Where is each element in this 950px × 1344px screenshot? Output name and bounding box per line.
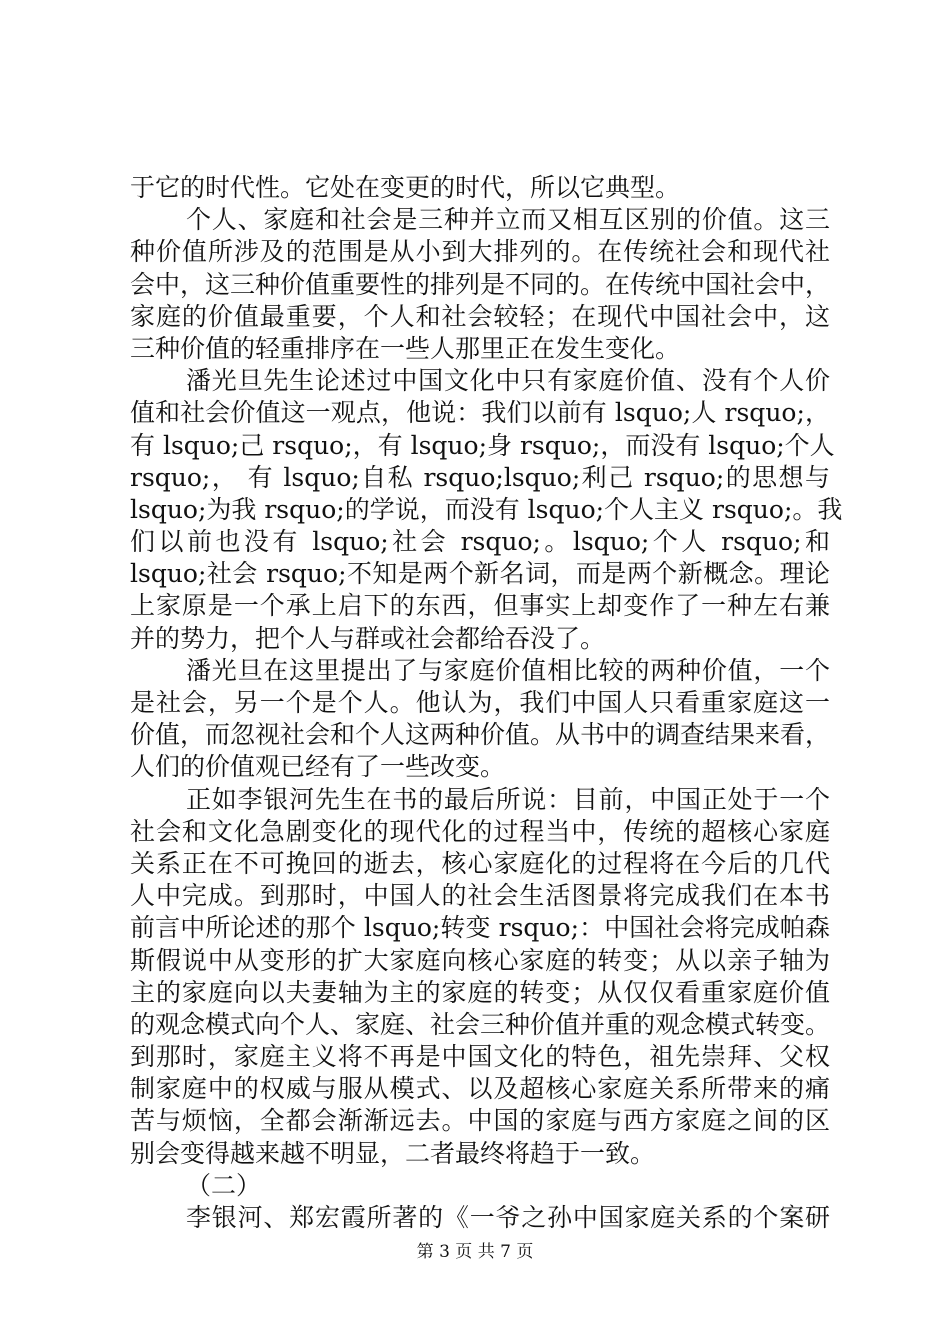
- text-line: 们以前也没有 lsquo;社会 rsquo;。lsquo;个人 rsquo;和: [130, 527, 830, 557]
- text-line: 正如李银河先生在书的最后所说：目前，中国正处于一个: [186, 784, 830, 814]
- text-line: 制家庭中的权威与服从模式、以及超核心家庭关系所带来的痛: [130, 1074, 830, 1104]
- text-line: 是社会，另一个是个人。他认为，我们中国人只看重家庭这一: [130, 688, 830, 717]
- text-line: 的观念模式向个人、家庭、社会三种价值并重的观念模式转变。: [130, 1009, 831, 1039]
- text-line: 会中，这三种价值重要性的排列是不同的。在传统中国社会中，: [130, 269, 831, 299]
- text-line: lsquo;为我 rsquo;的学说，而没有 lsquo;个人主义 rsquo;。我: [130, 494, 843, 524]
- text-line: 社会和文化急剧变化的现代化的过程当中，传统的超核心家庭: [130, 816, 830, 846]
- text-line: rsquo;， 有 lsquo;自私 rsquo;lsquo;利己 rsquo;的思想与: [130, 462, 830, 492]
- text-line: 前言中所论述的那个 lsquo;转变 rsquo;：中国社会将完成帕森: [130, 913, 830, 943]
- text-line: 人们的价值观已经有了一些改变。: [130, 752, 506, 782]
- text-line: 个人、家庭和社会是三种并立而又相互区别的价值。这三: [186, 205, 830, 235]
- text-line: 有 lsquo;己 rsquo;，有 lsquo;身 rsquo;，而没有 lsquo;个人: [130, 430, 835, 460]
- text-line: 并的势力，把个人与群或社会都给吞没了。: [130, 623, 606, 653]
- text-line: 值和社会价值这一观点，他说：我们以前有 lsquo;人 rsquo;，: [130, 398, 830, 428]
- text-line: 潘光旦先生论述过中国文化中只有家庭价值、没有个人价: [186, 366, 830, 396]
- text-line: 三种价值的轻重排序在一些人那里正在发生变化。: [130, 333, 681, 363]
- text-line: 李银河、郑宏霞所著的《一爷之孙中国家庭关系的个案研: [186, 1203, 830, 1232]
- text-line: 价值，而忽视社会和个人这两种价值。从书中的调查结果来看，: [130, 720, 831, 750]
- text-line: （二）: [186, 1170, 262, 1200]
- text-line: 上家原是一个承上启下的东西，但事实上却变作了一种左右兼: [130, 591, 830, 621]
- text-line: 种价值所涉及的范围是从小到大排列的。在传统社会和现代社: [130, 237, 830, 267]
- text-line: 于它的时代性。它处在变更的时代，所以它典型。: [130, 173, 681, 202]
- text-line: 主的家庭向以夫妻轴为主的家庭的转变；从仅仅看重家庭价值: [130, 977, 830, 1007]
- text-line: 家庭的价值最重要，个人和社会较轻；在现代中国社会中，这: [130, 301, 830, 331]
- text-line: 到那时，家庭主义将不再是中国文化的特色，祖先崇拜、父权: [130, 1042, 830, 1072]
- text-line: 人中完成。到那时，中国人的社会生活图景将完成我们在本书: [130, 881, 830, 911]
- text-line: 斯假说中从变形的扩大家庭向核心家庭的转变；从以亲子轴为: [130, 945, 830, 975]
- text-line: 苦与烦恼，全都会渐渐远去。中国的家庭与西方家庭之间的区: [130, 1106, 830, 1136]
- text-line: 潘光旦在这里提出了与家庭价值相比较的两种价值，一个: [186, 655, 830, 685]
- body-text: [130, 172, 843, 1234]
- text-line: 别会变得越来越不明显，二者最终将趋于一致。: [130, 1138, 656, 1168]
- page-footer: 第 3 页 共 7 页: [416, 1242, 534, 1262]
- text-line: 关系正在不可挽回的逝去，核心家庭化的过程将在今后的几代: [130, 848, 830, 878]
- text-line: lsquo;社会 rsquo;不知是两个新名词，而是两个新概念。理论: [130, 559, 830, 589]
